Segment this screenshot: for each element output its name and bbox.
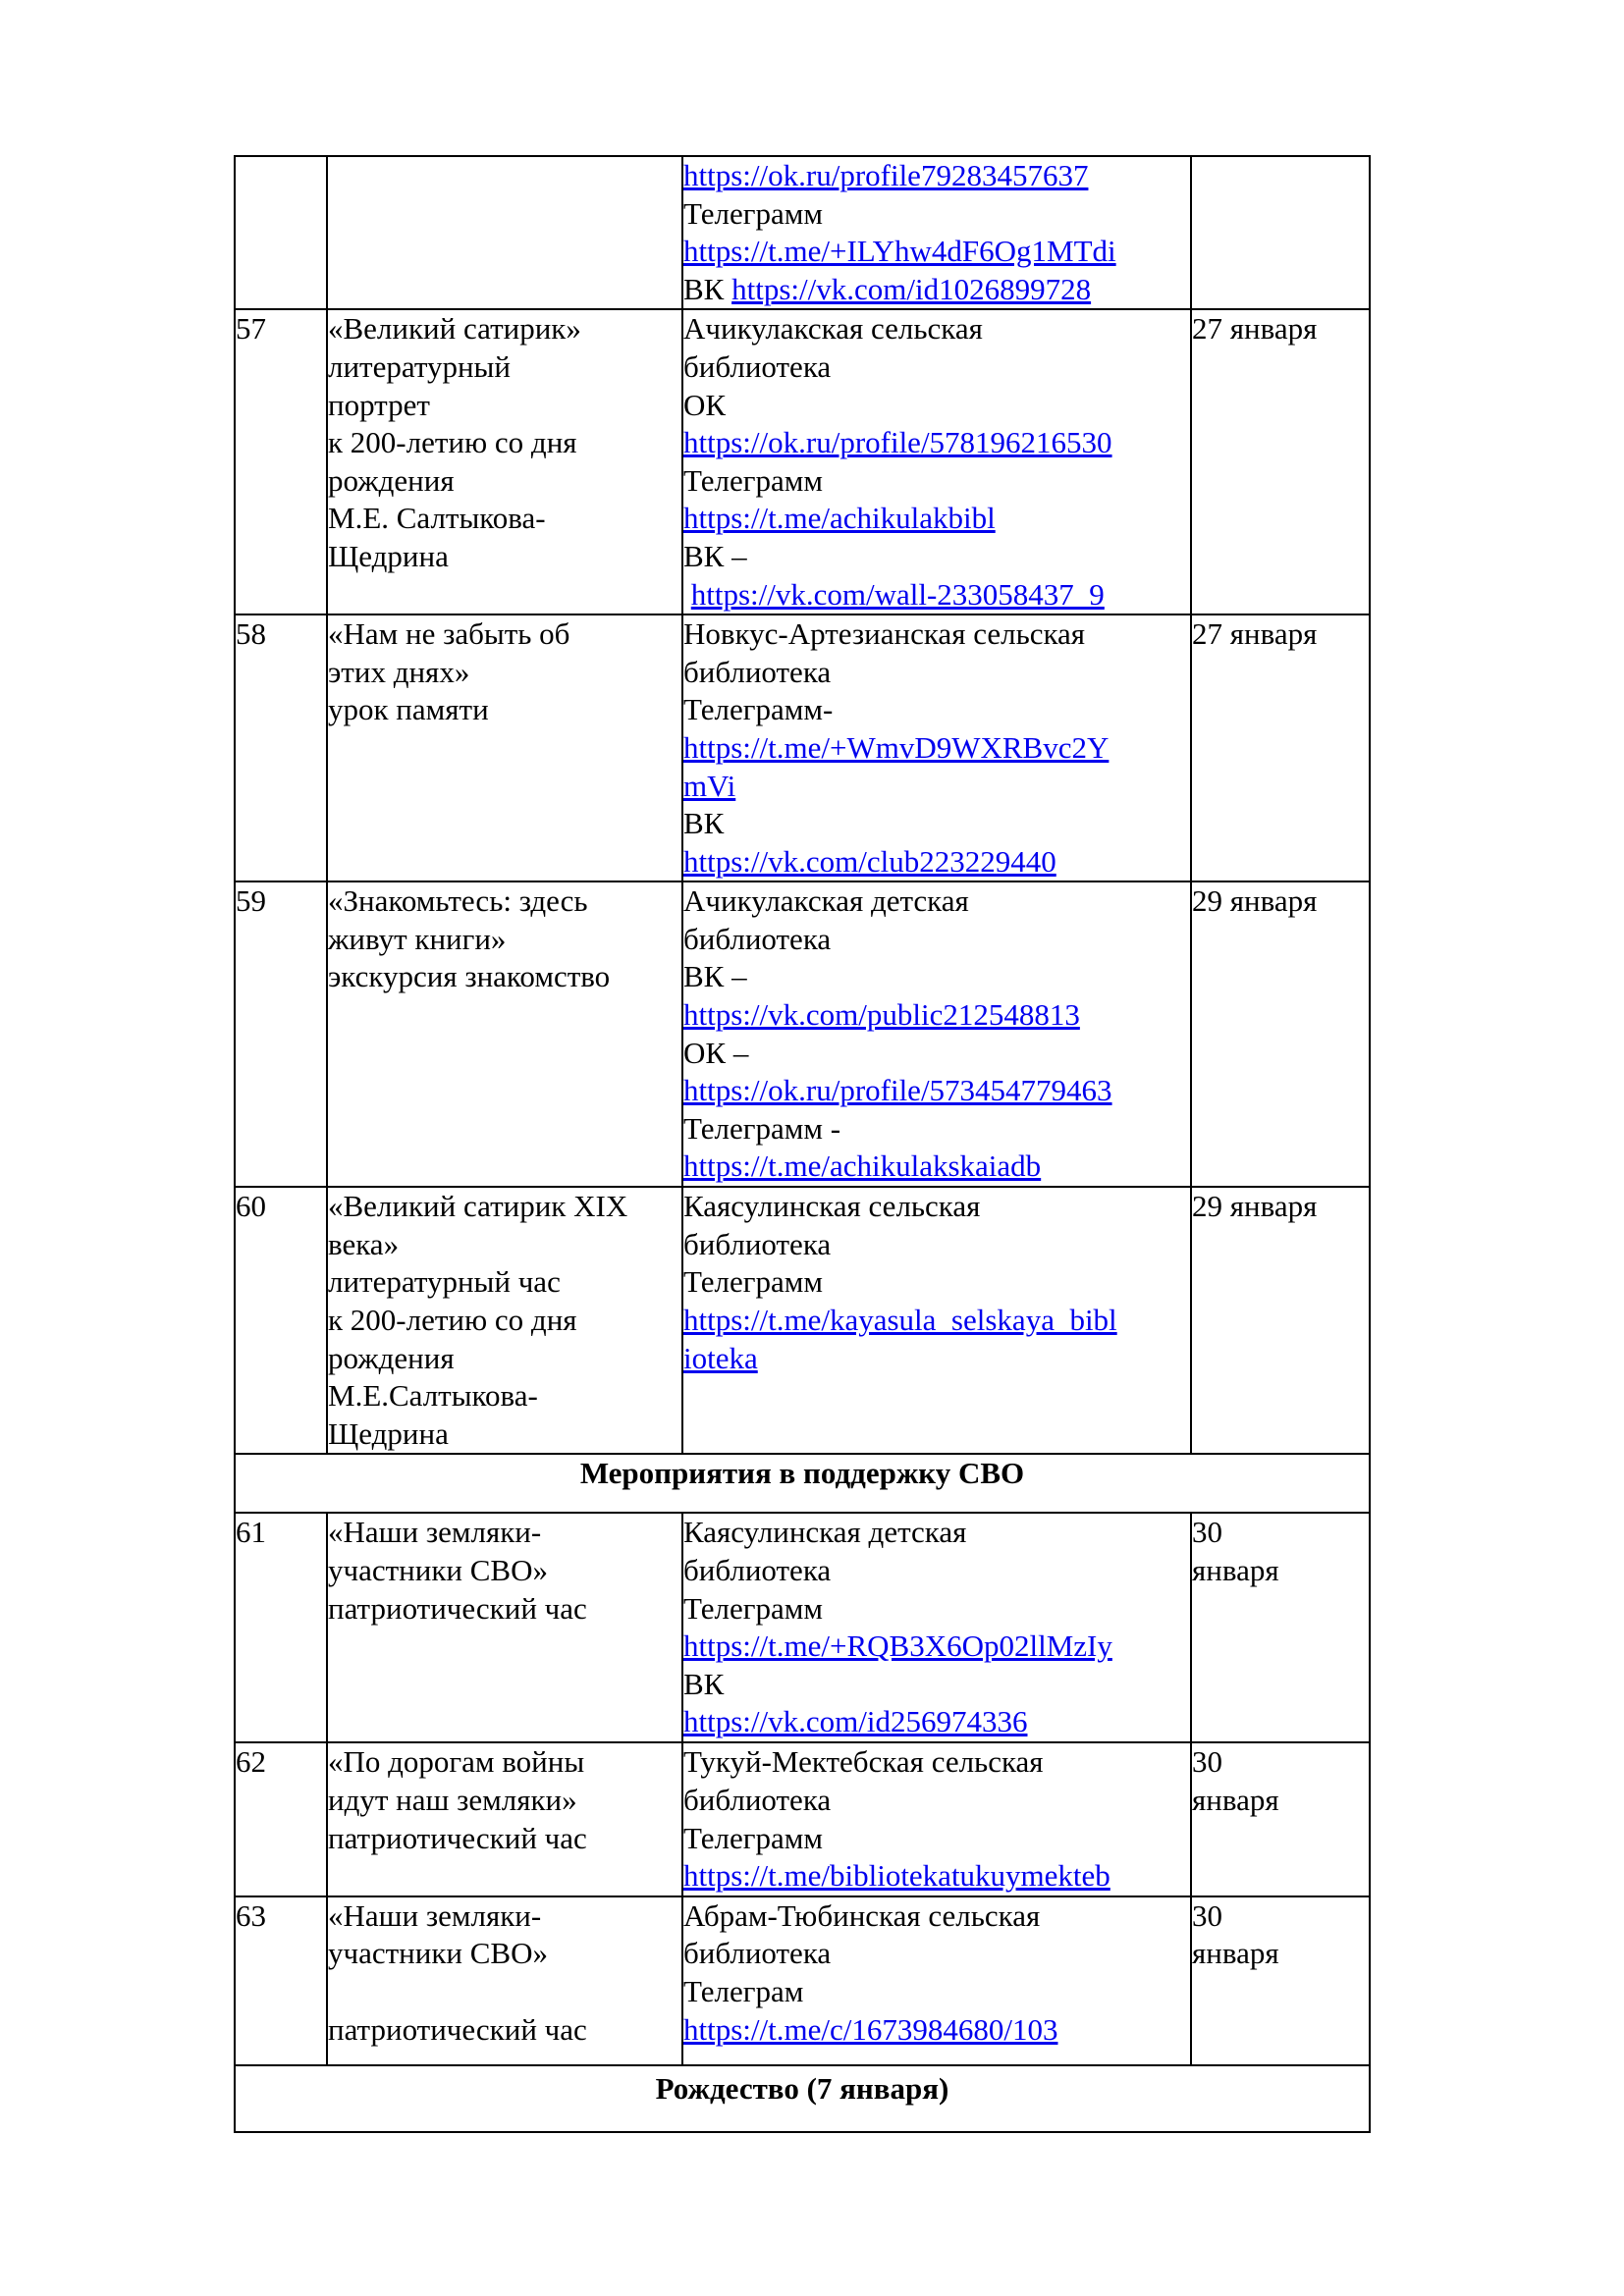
section-heading-svo: Мероприятия в поддержку СВО [235,1454,1370,1513]
cell-line: 29 января [1192,883,1318,919]
line-text: ВК – [683,959,747,994]
cell-line [683,1973,1190,2011]
cell-line: Щедрина [328,538,449,573]
cell-num: 57 [235,309,327,614]
cell-line: 30 [1192,1515,1222,1550]
cell-line: «Нам не забыть об [328,616,570,652]
url-link[interactable]: https://ok.ru/profile/573454779463 [683,1073,1112,1108]
table-row [235,1513,1370,1742]
line-text: ОК – [683,1035,749,1070]
events-tbody [235,156,1370,2132]
cell-line [683,1340,1190,1378]
line-text: Телеграмм [683,195,823,231]
cell-line [683,1148,1190,1186]
cell-date [1191,156,1370,309]
cell-line [683,921,1190,959]
table-row [235,1742,1370,1896]
cell-line: века» [328,1226,400,1261]
cell-num: 60 [235,1187,327,1454]
cell-line: «По дорогам войны [328,1744,585,1780]
cell-date [1191,881,1370,1187]
cell-venue [682,1187,1191,1454]
line-text: Телеграм [683,1974,804,2008]
cell-line [683,729,1190,768]
table-row-continuation [235,156,1370,309]
cell-line: января [1192,1936,1279,1971]
cell-line: литературный [328,348,511,384]
cell-line: к 200-летию со дня [328,1303,577,1338]
cell-line [683,1263,1190,1302]
cell-line: живут книги» [328,921,507,956]
line-text: Тукуй-Мектебская сельская [683,1744,1044,1780]
line-text: Ачикулакская сельская [683,311,983,347]
line-text: ВК [683,1666,725,1701]
url-link[interactable]: ioteka [683,1340,758,1375]
cell-title [327,309,682,614]
cell-num: 59 [235,881,327,1187]
line-text: Новкус-Артезианская сельская [683,616,1086,652]
cell-line: «Наши земляки- [328,1897,542,1933]
cell-line: «Великий сатирик» [328,311,581,347]
cell-line [683,1590,1190,1629]
cell-line: 30 [1192,1744,1222,1780]
cell-line [683,1302,1190,1340]
cell-line [683,1552,1190,1590]
cell-num: 61 [235,1513,327,1742]
line-prefix [683,577,691,612]
cell-line [683,233,1190,271]
cell-title [327,1742,682,1896]
line-text: библиотека [683,1936,832,1971]
cell-line [683,538,1190,576]
url-link[interactable]: https://ok.ru/profile/578196216530 [683,425,1112,460]
cell-line: января [1192,1553,1279,1588]
url-link[interactable]: https://vk.com/wall-233058437_9 [690,576,1105,612]
cell-date [1191,1187,1370,1454]
cell-line [683,271,1190,309]
cell-line: рождения [328,462,455,498]
cell-line [683,1110,1190,1148]
cell-line [683,1782,1190,1820]
line-text: Телеграмм [683,1820,823,1855]
cell-line [683,1628,1190,1666]
cell-line [683,1666,1190,1704]
cell-line: участники СВО» [328,1936,548,1971]
cell-line [683,500,1190,538]
line-text: Каясулинская детская [683,1515,967,1550]
cell-line: патриотический час [328,1590,587,1626]
url-link[interactable]: https://ok.ru/profile79283457637 [683,158,1089,192]
table-row [235,1896,1370,2065]
cell-line [683,1743,1190,1782]
cell-line [683,768,1190,806]
cell-title [327,614,682,881]
url-link[interactable]: https://vk.com/id256974336 [683,1704,1028,1739]
cell-date [1191,1513,1370,1742]
cell-line [683,1514,1190,1552]
cell-line: «Знакомьтесь: здесь [328,883,588,919]
cell-line [683,615,1190,654]
url-link[interactable]: https://t.me/achikulakbibl [683,501,996,536]
url-link[interactable]: https://vk.com/id1026899728 [731,271,1092,306]
cell-line [683,387,1190,425]
cell-line: рождения [328,1340,455,1375]
cell-line [683,691,1190,729]
line-text: Телеграмм [683,462,823,498]
line-text: Каясулинская сельская [683,1189,981,1224]
cell-line [683,1072,1190,1110]
url-link[interactable]: https://t.me/c/1673984680/103 [683,2011,1058,2047]
cell-line [683,195,1190,234]
cell-line: идут наш земляки» [328,1783,577,1818]
line-text: ВК – [683,538,747,573]
cell-venue [682,881,1191,1187]
url-link[interactable]: https://t.me/+ILYhw4dF6Og1MTdi [683,234,1116,269]
cell-line [683,310,1190,348]
line-text: Телеграмм [683,1264,823,1300]
section-row-svo [235,1454,1370,1513]
cell-line [683,2011,1190,2050]
cell-line: урок памяти [328,692,489,727]
cell-venue [682,309,1191,614]
cell-line [683,958,1190,996]
cell-line: к 200-летию со дня [328,425,577,460]
url-link[interactable]: https://vk.com/club223229440 [683,843,1056,879]
line-text: библиотека [683,1553,832,1588]
cell-line: участники СВО» [328,1553,548,1588]
cell-title [327,881,682,1187]
cell-line [683,576,1190,614]
cell-num: 63 [235,1896,327,2065]
line-text: библиотека [683,921,832,956]
cell-date [1191,309,1370,614]
cell-line [683,1820,1190,1858]
cell-line [683,843,1190,881]
cell-line: М.Е. Салтыкова- [328,501,546,536]
line-text: Телеграмм - [683,1110,841,1146]
cell-venue [682,1742,1191,1896]
cell-venue [682,156,1191,309]
cell-line: патриотический час [328,1820,587,1855]
cell-date [1191,614,1370,881]
cell-line [683,1226,1190,1264]
cell-num: 62 [235,1742,327,1896]
table-row [235,881,1370,1187]
cell-venue [682,1896,1191,2065]
cell-line: 30 [1192,1897,1222,1933]
cell-title [327,1896,682,2065]
cell-line: 27 января [1192,311,1318,347]
cell-line [683,1703,1190,1741]
cell-line [683,462,1190,501]
line-text: библиотека [683,1226,832,1261]
table-row [235,614,1370,881]
cell-line [683,157,1190,195]
cell-line: января [1192,1783,1279,1818]
cell-line: 27 января [1192,616,1318,652]
line-prefix: ВК [683,271,732,306]
cell-line [683,805,1190,843]
cell-line: портрет [328,387,430,422]
cell-line [328,1973,681,2011]
cell-line: экскурсия знакомство [328,959,611,994]
cell-title [327,1187,682,1454]
line-text: ОК [683,387,727,422]
table-row [235,1187,1370,1454]
cell-line: 29 января [1192,1189,1318,1224]
line-text: Телеграмм [683,1590,823,1626]
cell-line: патриотический час [328,2011,587,2047]
cell-line: литературный час [328,1264,561,1300]
line-text: библиотека [683,348,832,384]
line-text: Абрам-Тюбинская сельская [683,1897,1041,1933]
cell-date [1191,1896,1370,2065]
cell-line: Щедрина [328,1415,449,1451]
cell-line [683,348,1190,387]
events-table [234,155,1371,2133]
cell-line [683,1935,1190,1973]
cell-date [1191,1742,1370,1896]
cell-venue [682,1513,1191,1742]
cell-num [235,156,327,309]
section-heading-christmas: Рождество (7 января) [235,2065,1370,2132]
cell-line [683,654,1190,692]
cell-line: «Великий сатирик XIX [328,1189,628,1224]
url-link[interactable]: https://t.me/kayasula_selskaya_bibl [683,1303,1117,1338]
url-link[interactable]: https://t.me/+WmvD9WXRBvc2Y [683,729,1110,765]
cell-line: «Наши земляки- [328,1515,542,1550]
cell-line [683,1897,1190,1936]
line-text: библиотека [683,1783,832,1818]
url-link[interactable]: https://vk.com/public212548813 [683,997,1080,1033]
cell-num: 58 [235,614,327,881]
cell-line: М.Е.Салтыкова- [328,1378,538,1414]
cell-title [327,156,682,309]
cell-line [683,1857,1190,1896]
line-text: Телеграмм- [683,692,834,727]
cell-line [683,882,1190,921]
cell-line: этих днях» [328,654,470,689]
url-link[interactable]: https://t.me/achikulakskaiadb [683,1148,1042,1184]
cell-venue [682,614,1191,881]
cell-line [683,1035,1190,1073]
cell-line [683,424,1190,462]
cell-title [327,1513,682,1742]
line-text: Ачикулакская детская [683,883,969,919]
section-row-christmas [235,2065,1370,2132]
url-link[interactable]: https://t.me/bibliotekatukuymekteb [683,1858,1110,1894]
cell-line [683,1188,1190,1226]
line-text: ВК [683,806,725,841]
cell-line [683,996,1190,1035]
url-link[interactable]: mVi [683,768,736,803]
line-text: библиотека [683,654,832,689]
table-row [235,309,1370,614]
url-link[interactable]: https://t.me/+RQB3X6Op02llMzIy [683,1629,1112,1664]
